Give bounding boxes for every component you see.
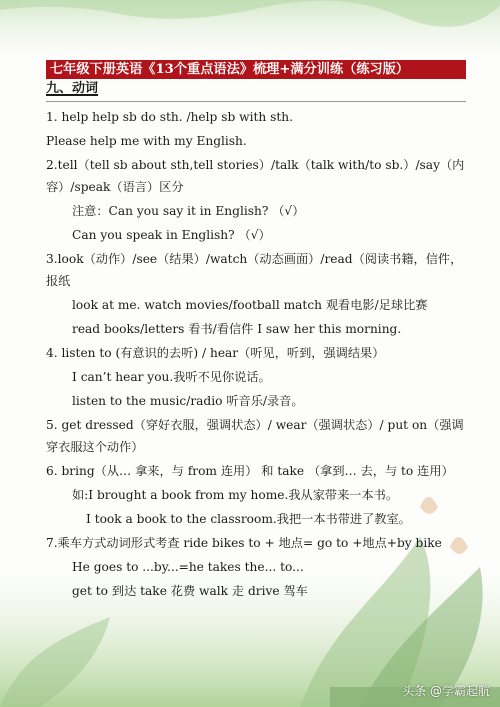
text-line: read books/letters 看书/看信件 I saw her this morning. (72, 322, 402, 336)
text-line: 6. bring（从… 拿来，与 from 连用） 和 take （拿到… 去，与 to 连用） (46, 464, 454, 478)
text-paragraph: 5. get dressed（穿好衣服，强调状态）/ wear（强调状态）/ put on（强调穿衣服这个动作） (46, 418, 464, 454)
text-line: I took a book to the classroom.我把一本书带进了教室。 (86, 512, 411, 526)
text-line: 4. listen to (有意识的去听) / hear（听见，听到，强调结果） (46, 346, 385, 360)
text-line: Please help me with my English. (46, 134, 247, 148)
source-watermark: 头条 @学霸起航 (402, 684, 490, 698)
top-watercolor-decoration (0, 0, 500, 60)
text-line: Can you speak in English? （√） (72, 228, 271, 242)
text-line: I can’t hear you.我听不见你说话。 (72, 370, 271, 384)
text-line: get to 到达 take 花费 walk 走 drive 驾车 (72, 584, 308, 598)
text-line: listen to the music/radio 听音乐/录音。 (72, 394, 304, 408)
text-line: 1. help help sb do sth. /help sb with sth. (46, 110, 293, 124)
section-heading: 九、动词 (46, 81, 99, 96)
document-body (46, 60, 466, 602)
text-paragraph: 2.tell（tell sb about sth,tell stories）/talk（talk with/to sb.）/say（内容）/speak（语言）区分 (46, 158, 465, 194)
text-line: 如:I brought a book from my home.我从家带来一本书。 (72, 488, 399, 502)
text-line: look at me. watch movies/football match 观看电影/足球比赛 (72, 298, 428, 312)
text-line: 7.乘车方式动词形式考查 ride bikes to + 地点= go to +地点+by bike (46, 536, 442, 550)
text-line: 注意：Can you say it in English? （√） (72, 204, 305, 218)
text-paragraph: 3.look（动作）/see（结果）/watch（动态画面）/read（阅读书籍，信件，报纸 (46, 252, 463, 288)
document-title-banner: 七年级下册英语《13个重点语法》梳理+满分训练（练习版） (46, 60, 466, 79)
text-line: He goes to ...by...=he takes the... to... (72, 560, 304, 574)
divider (46, 101, 466, 102)
